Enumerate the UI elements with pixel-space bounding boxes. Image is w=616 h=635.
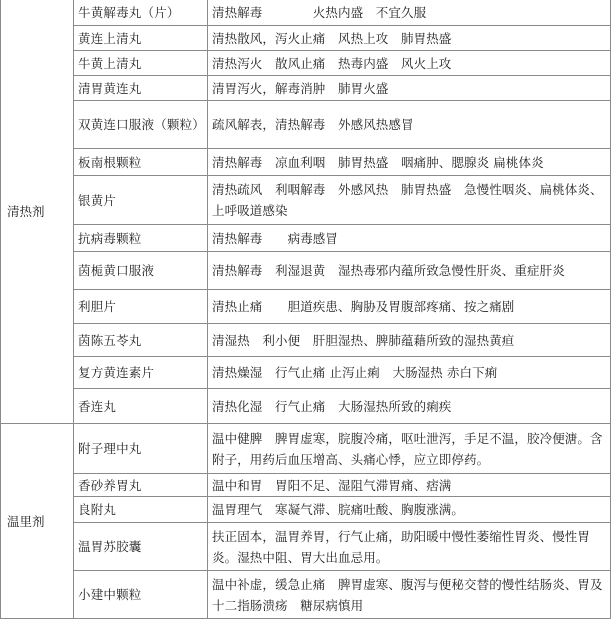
drug-name: 香砂养胃丸 <box>74 474 208 497</box>
drug-description: 清热疏风 利咽解毒 外感风热 肺胃热盛 急慢性咽炎、扁桃体炎、上呼吸道感染 <box>208 176 611 225</box>
drug-name: 抗病毒颗粒 <box>74 225 208 252</box>
table-row <box>1 497 611 523</box>
drug-description: 清热泻火 散风止痛 热毒内盛 风火上攻 <box>208 51 611 76</box>
table-row <box>1 225 611 252</box>
drug-description: 扶正固本，温胃养胃，行气止痛，助阳暖中慢性萎缩性胃炎、慢性胃炎。湿热中阻、胃大出血忌用。 <box>208 523 611 571</box>
drug-name: 良附丸 <box>74 497 208 523</box>
table-row <box>1 176 611 225</box>
table-row <box>1 252 611 290</box>
drug-description: 清湿热 利小便 肝胆湿热、脾肺蕴藉所致的湿热黄疸 <box>208 324 611 357</box>
drug-name: 清胃黄连丸 <box>74 76 208 101</box>
table-row <box>1 357 611 389</box>
category-cell: 温里剂 <box>1 424 74 619</box>
category-cell: 清热剂 <box>1 0 74 424</box>
drug-description: 温胃理气 寒凝气滞、脘痛吐酸、胸腹涨满。 <box>208 497 611 523</box>
drug-name: 香连丸 <box>74 389 208 424</box>
drug-description: 清热解毒 火热内盛 不宜久服 <box>208 0 611 26</box>
drug-name: 温胃苏胶囊 <box>74 523 208 571</box>
table-row <box>1 571 611 619</box>
drug-name: 银黄片 <box>74 176 208 225</box>
drug-name: 黄连上清丸 <box>74 26 208 51</box>
table-row <box>1 389 611 424</box>
drug-description: 清热解毒 凉血利咽 肺胃热盛 咽痛肿、腮腺炎 扁桃体炎 <box>208 149 611 176</box>
table-row <box>1 324 611 357</box>
table-row <box>1 290 611 324</box>
drug-name: 茵栀黄口服液 <box>74 252 208 290</box>
table-row <box>1 51 611 76</box>
table-row <box>1 149 611 176</box>
drug-name: 牛黄上清丸 <box>74 51 208 76</box>
table-body <box>1 0 611 619</box>
drug-description: 温中补虚，缓急止痛 脾胃虚寒、腹泻与便秘交替的慢性结肠炎、胃及十二指肠溃疡 糖尿病慎用 <box>208 571 611 619</box>
drug-description: 温中健脾 脾胃虚寒，脘腹冷痛，呕吐泄泻，手足不温，胶冷便溏。含附子，用药后血压增高、头痛心悸，应立即停药。 <box>208 424 611 474</box>
drug-description: 清热燥湿 行气止痛 止泻止痢 大肠湿热 赤白下痢 <box>208 357 611 389</box>
drug-description: 清热解毒 利湿退黄 湿热毒邪内蕴所致急慢性肝炎、重症肝炎 <box>208 252 611 290</box>
table-row <box>1 424 611 474</box>
drug-name: 小建中颗粒 <box>74 571 208 619</box>
drug-name: 板南根颗粒 <box>74 149 208 176</box>
drug-description: 清热化湿 行气止痛 大肠湿热所致的痢疾 <box>208 389 611 424</box>
table-row <box>1 474 611 497</box>
table-row <box>1 101 611 149</box>
drug-name: 双黄连口服液（颗粒） <box>74 101 208 149</box>
table-row <box>1 76 611 101</box>
drug-description: 清胃泻火，解毒消肿 肺胃火盛 <box>208 76 611 101</box>
drug-name: 茵陈五苓丸 <box>74 324 208 357</box>
drug-description: 温中和胃 胃阳不足、湿阻气滞胃痛、痞满 <box>208 474 611 497</box>
drug-description: 清热散风，泻火止痛 风热上攻 肺胃热盛 <box>208 26 611 51</box>
drug-description: 清热止痛 胆道疾患、胸胁及胃腹部疼痛、按之痛剧 <box>208 290 611 324</box>
drug-name: 复方黄连素片 <box>74 357 208 389</box>
drug-description: 清热解毒 病毒感冒 <box>208 225 611 252</box>
drug-description: 疏风解表，清热解毒 外感风热感冒 <box>208 101 611 149</box>
table-row <box>1 523 611 571</box>
drug-name: 利胆片 <box>74 290 208 324</box>
table-row <box>1 26 611 51</box>
table-row <box>1 0 611 26</box>
drug-name: 牛黄解毒丸（片） <box>74 0 208 26</box>
drug-name: 附子理中丸 <box>74 424 208 474</box>
